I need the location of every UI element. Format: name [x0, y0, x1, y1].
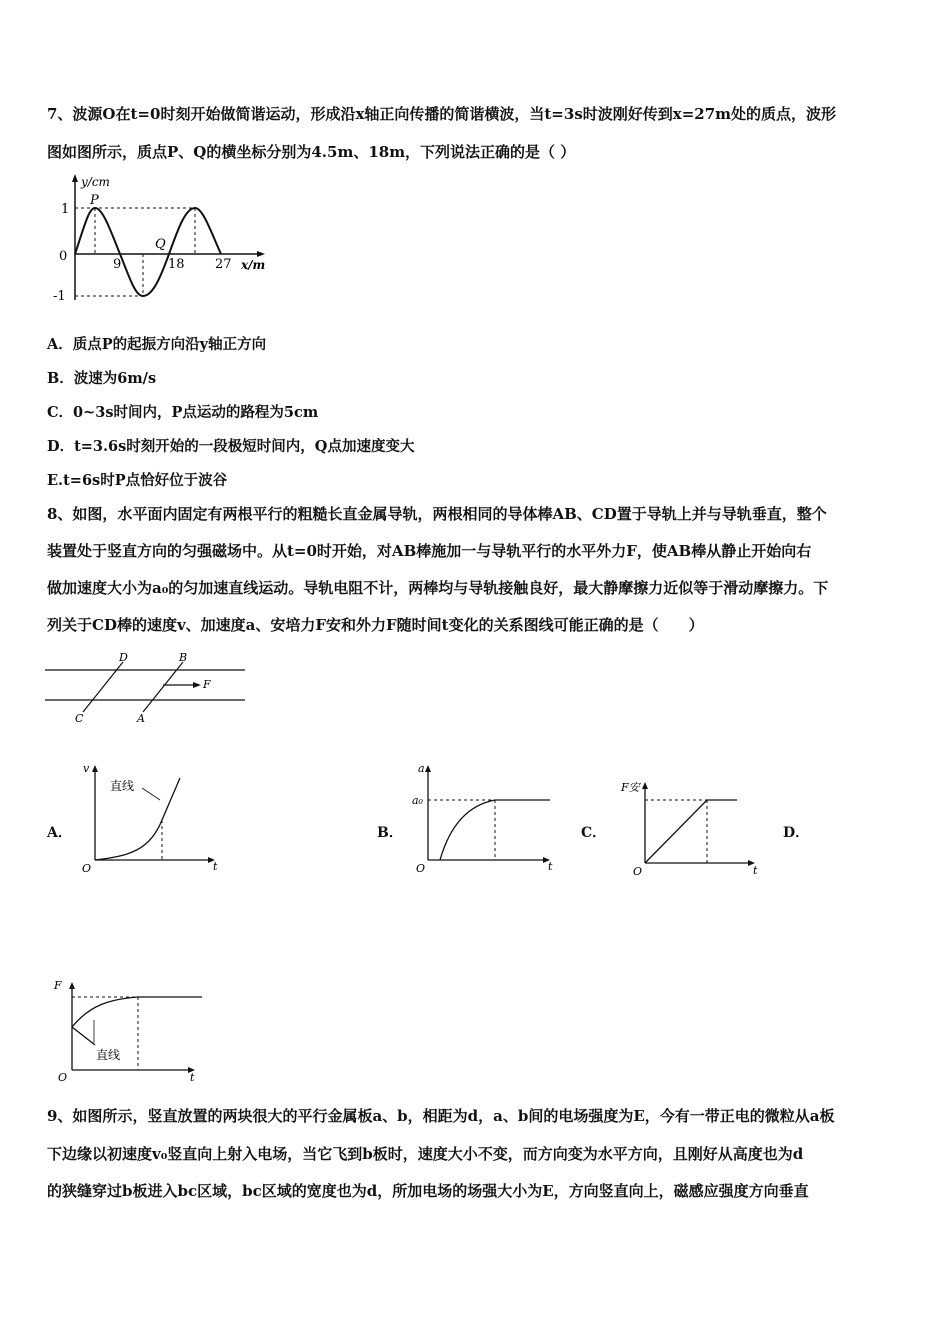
q7-option-b[interactable]: B．波速为6m/s — [47, 370, 157, 387]
q8-graph-a-x: t — [213, 860, 218, 873]
q7-y-arrow — [72, 174, 78, 182]
q8-graph-d-x: t — [190, 1071, 195, 1084]
q7-option-a[interactable]: A．质点P的起振方向沿y轴正方向 — [47, 336, 267, 353]
q8-text-line4: 列关于CD棒的速度v、加速度a、安培力F安和外力F随时间t变化的关系图线可能正确的是（ ） — [47, 616, 704, 634]
q8-option-a-label[interactable]: A． — [47, 825, 72, 841]
q7-x9: 9 — [113, 257, 122, 272]
q8-option-c-label[interactable]: C． — [581, 825, 607, 841]
q7-y-top: 1 — [61, 202, 70, 217]
q8-graph-a-curve — [95, 778, 180, 860]
q7-option-d[interactable]: D．t=3.6s时刻开始的一段极短时间内，Q点加速度变大 — [47, 438, 415, 455]
q8-label-b: B — [179, 651, 188, 664]
q8-text-line2: 装置处于竖直方向的匀强磁场中。从t=0时开始，对AB棒施加一与导轨平行的水平外力F，使AB棒从静止开始向右 — [47, 542, 812, 560]
q8-graph-d-y: F — [54, 979, 62, 992]
q8-graph-a — [80, 760, 230, 875]
q8-graph-b-level: a₀ — [412, 794, 423, 807]
q8-graph-c — [615, 775, 765, 880]
q7-text-line2: 图如图所示，质点P、Q的横坐标分别为4.5m、18m，下列说法正确的是（ ） — [47, 143, 576, 161]
q9-text-line2: 下边缘以初速度v₀竖直向上射入电场，当它飞到b板时，速度大小不变，而方向变为水平方向，且刚好从高度也为d — [47, 1145, 804, 1163]
q7-x27: 27 — [215, 257, 232, 272]
q7-option-e[interactable]: E.t=6s时P点恰好位于波谷 — [47, 472, 228, 489]
q7-point-q: Q — [155, 237, 166, 252]
q8-graph-b-o: O — [416, 862, 426, 875]
q7-x-label: x/m — [241, 258, 266, 272]
q8-label-c: C — [75, 712, 84, 725]
q8-text-line1: 8、如图，水平面内固定有两根平行的粗糙长直金属导轨，两根相同的导体棒AB、CD置于导轨上并与导轨垂直，整个 — [47, 505, 827, 523]
q7-y-bottom: -1 — [53, 289, 66, 304]
q8-text-line3: 做加速度大小为a₀的匀加速直线运动。导轨电阻不计，两棒均与导轨接触良好，最大静摩擦力近似等于滑动摩擦力。下 — [47, 579, 829, 597]
q8-graph-c-line — [645, 800, 737, 863]
q7-text-line1: 7、波源O在t=0时刻开始做简谐运动，形成沿x轴正向传播的简谐横波，当t=3s时波刚好传到x=27m处的质点，波形 — [47, 105, 837, 123]
q7-wave-graph — [45, 172, 285, 307]
q7-y-label: y/cm — [81, 175, 110, 189]
q8-graph-a-note: 直线 — [110, 779, 135, 793]
q8-rail-diagram — [45, 650, 255, 730]
q8-graph-c-x: t — [753, 864, 758, 877]
q7-x18: 18 — [168, 257, 185, 272]
q7-wave-curve — [75, 208, 221, 296]
q7-x-arrow — [257, 251, 265, 257]
q8-graph-a-o: O — [82, 862, 92, 875]
q8-graph-b — [410, 760, 560, 875]
q7-option-c[interactable]: C．0~3s时间内，P点运动的路程为5cm — [47, 404, 319, 421]
q8-option-b-label[interactable]: B． — [377, 825, 403, 841]
q8-label-d: D — [119, 651, 128, 664]
q7-point-p: P — [90, 193, 99, 208]
q8-graph-d-curve — [72, 997, 202, 1027]
q8-graph-a-y: v — [83, 762, 90, 775]
q8-label-a: A — [137, 712, 145, 725]
q8-label-f: F — [203, 678, 211, 691]
q9-text-line3: 的狭缝穿过b板进入bc区域，bc区域的宽度也为d，所加电场的场强大小为E，方向竖直向上，磁感应强度方向垂直 — [47, 1182, 809, 1200]
q8-graph-d-o: O — [58, 1071, 68, 1084]
q8-graph-c-o: O — [633, 865, 643, 878]
q8-option-d-label[interactable]: D． — [783, 825, 810, 841]
q8-graph-c-y: F安 — [621, 781, 640, 794]
q8-graph-d-note: 直线 — [96, 1048, 121, 1062]
q7-origin: 0 — [59, 249, 68, 264]
q9-text-line1: 9、如图所示，竖直放置的两块很大的平行金属板a、b，相距为d，a、b间的电场强度为E，今有一带正电的微粒从a板 — [47, 1107, 835, 1125]
q8-graph-b-x: t — [548, 860, 553, 873]
q8-graph-d — [50, 975, 220, 1090]
q8-graph-b-y: a — [418, 762, 425, 775]
